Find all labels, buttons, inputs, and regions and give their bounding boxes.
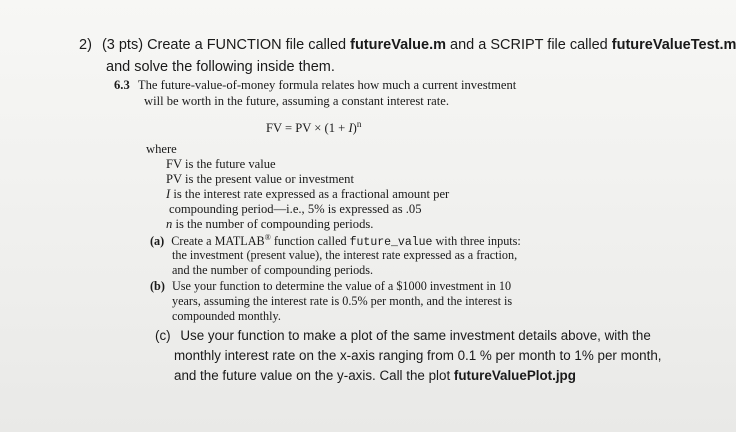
part-a-label: (a) — [150, 234, 165, 249]
def-i-var: I — [166, 187, 171, 201]
part-a-text-post: with three inputs: — [432, 234, 521, 249]
problem-number: 2) — [79, 37, 92, 53]
problem-header — [79, 37, 736, 53]
part-c-line2: monthly interest rate on the x-axis ranging from 0.1 % per month to 1% per month, — [174, 348, 662, 363]
def-pv: PV is the present value or investment — [166, 172, 354, 186]
def-i — [166, 187, 449, 202]
problem-line1-pre: Create a FUNCTION file called — [147, 37, 351, 53]
part-b-line3: compounded monthly. — [172, 309, 281, 323]
part-a-code: future_value — [349, 236, 433, 250]
part-b-text1: Use your function to determine the value of a $1000 investment in 10 — [171, 279, 512, 293]
def-fv: FV is the future value — [166, 157, 276, 171]
formula — [266, 119, 361, 136]
part-a-line1 — [150, 233, 521, 249]
part-c-line1 — [155, 328, 651, 343]
def-i-text: is the interest rate expressed as a fractional amount per — [170, 187, 450, 201]
part-b-line2: years, assuming the interest rate is 0.5% per month, and the interest is — [172, 294, 513, 308]
formula-close: ) — [352, 121, 357, 136]
part-c-label: (c) — [155, 328, 171, 343]
formula-i: I — [348, 121, 353, 136]
def-n-var: n — [166, 217, 173, 231]
problem-line1-mid: and a SCRIPT file called — [446, 37, 612, 53]
section-intro — [114, 78, 516, 93]
part-c-text3: and the future value on the y-axis. Call the plot — [174, 368, 454, 383]
def-i-text2: compounding period—i.e., 5% is expressed as .05 — [169, 202, 422, 216]
plot-filename: futureValuePlot.jpg — [453, 368, 576, 383]
part-c-text1: Use your function to make a plot of the same investment details above, with the — [180, 328, 651, 343]
function-filename: futureValue.m — [350, 37, 447, 53]
def-n — [166, 217, 373, 232]
script-filename: futureValueTest.m — [611, 37, 736, 53]
registered-mark: ® — [264, 233, 271, 242]
intro-line2: will be worth in the future, assuming a constant interest rate. — [144, 94, 449, 108]
problem-line2: and solve the following inside them. — [106, 59, 335, 75]
part-c-line3 — [174, 368, 576, 383]
formula-lhs: FV = PV × (1 + — [266, 121, 349, 136]
part-a-text-pre: Create a MATLAB — [171, 234, 265, 249]
part-b-label: (b) — [150, 279, 165, 293]
part-b-line1 — [150, 279, 511, 294]
def-n-text: is the number of compounding periods. — [172, 217, 374, 231]
formula-exponent: n — [356, 119, 362, 129]
intro-line1: The future-value-of-money formula relates how much a current investment — [137, 78, 517, 92]
where-label: where — [146, 142, 177, 156]
problem-points: (3 pts) — [101, 37, 144, 53]
section-number: 6.3 — [114, 78, 130, 92]
part-a-text-mid: function called — [270, 234, 350, 249]
part-a-line2: the investment (present value), the interest rate expressed as a fraction, — [172, 248, 518, 262]
part-a-line3: and the number of compounding periods. — [172, 263, 374, 277]
